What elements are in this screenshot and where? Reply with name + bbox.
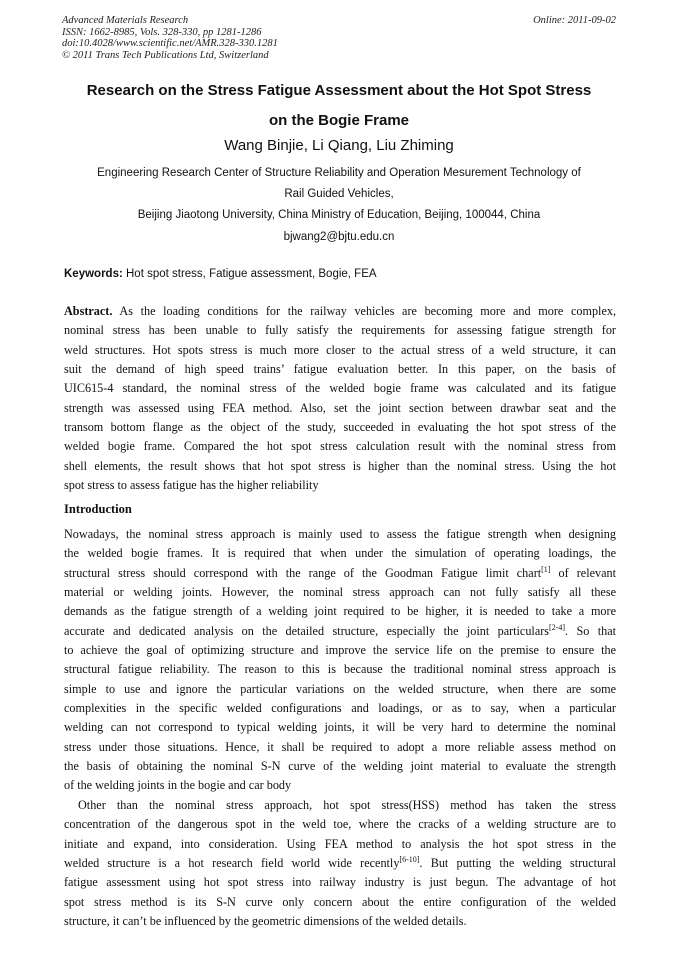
introduction-body [64,525,616,931]
keywords-label: Keywords: [64,268,123,280]
issn-line: ISSN: 1662-8985, Vols. 328-330, pp 1281-1286 [62,26,262,38]
keywords-text: Hot spot stress, Fatigue assessment, Bogie, FEA [122,268,377,280]
intro-p2-line: fatigue assessment using hot spot stress into railway industry is just begun. The advantage of hot [64,875,616,890]
journal-header [62,15,616,61]
citation: [2-4] [549,622,566,632]
intro-p1-line: to achieve the goal of optimizing structure and improve the service life on the premise to ensure the [64,643,616,658]
abstract-line: weld structures. Hot spots stress is much more closer to the actual stress of a weld structure, it can [64,342,616,357]
abstract-line: strength was assessed using FEA method. Also, set the joint section between drawbar seat and the [64,400,616,415]
abstract-line: Abstract. As the loading conditions for the railway vehicles are becoming more and more complex, [64,304,616,318]
affiliation-line-3: Beijing Jiaotong University, China Ministry of Education, Beijing, 100044, China [137,209,541,221]
author-list: Wang Binjie, Li Qiang, Liu Zhiming [224,137,454,154]
doi-line: doi:10.4028/www.scientific.net/AMR.328-330.1281 [62,38,278,50]
citation: [6-10] [399,854,420,864]
intro-p1-line: the basis of obtaining the nominal S-N curve of the welding joint material to evaluate the strength [64,759,616,774]
abstract-line: spot stress to assess fatigue has the higher reliability [64,478,319,493]
text-run: welded structure is a hot research field world wide recently [64,855,400,870]
abstract-line: suit the demand of high speed trains’ fatigue evaluation better. In this paper, on the basis of [64,362,616,377]
paper-title-line-2: on the Bogie Frame [268,112,410,129]
intro-p1-line [64,564,616,583]
affiliation-line-2: Rail Guided Vehicles, [284,188,394,200]
journal-name: Advanced Materials Research [62,15,189,26]
intro-p2-line: structure, it can’t be influenced by the geometric dimensions of the welded details. [64,913,467,928]
citation: [1] [541,564,551,574]
intro-p1-line: the welded bogie frames. It is required that when under the simulation of operating loadings, the [64,546,616,561]
intro-p1-line: of the welding joints in the bogie and car body [64,778,292,793]
abstract-line: welded bogie frame. Compared the hot spot stress calculation result with the nominal stress from [64,439,616,454]
online-date: Online: 2011-09-02 [533,15,616,26]
intro-p1-line: demands as the fatigue strength of a welding joint required to be higher, it is needed to take a more [64,604,616,619]
intro-p1-line: material or welding joints. However, the nominal stress approach can not fully satisfy all these [64,585,616,600]
abstract-line: UIC615-4 standard, the nominal stress of the welded bogie frame was calculated and its fatigue [64,381,616,396]
text-run: . So that [565,623,616,638]
intro-p1-line: simple to use and ignore the particular variations on the welded structure, when there are some [64,681,616,696]
abstract [64,302,616,495]
text-run: accurate and dedicated analysis on the detailed structure, especially the joint particulars [64,623,550,638]
intro-p2-line: concentration of the dangerous spot in the weld toe, where the cracks of a welding structure are to [64,817,616,832]
affiliation-line-1: Engineering Research Center of Structure Reliability and Operation Mesurement Technology of [97,167,581,179]
intro-p1-line: stress under those situations. Hence, it shall be required to adopt a more reliable assess method on [64,739,616,754]
intro-p1-line: Nowadays, the nominal stress approach is mainly used to assess the fatigue strength when designing [64,527,616,541]
intro-p1-line: welding can not correspond to typical welding joints, it will be very hard to determine the nominal [64,720,616,735]
text-run: of relevant [550,565,616,580]
abstract-label: Abstract. [64,304,113,318]
intro-p1-line: complexities in the specific welded configurations and loadings, or as to say, when a particular [64,701,616,716]
text-run: . But putting the welding structural [419,855,616,870]
intro-p1-line: structural fatigue reliability. The reason to this is because the traditional nominal stress approach is [64,662,616,677]
intro-p2-line: spot stress method is its S-N curve only concern about the entire configuration of the welded [64,894,616,909]
keywords [64,266,616,282]
abstract-line: shell elements, the result shows that hot spot stress is higher than the nominal stress. Using the hot [64,458,616,473]
intro-p2-line [64,854,616,873]
introduction-heading: Introduction [64,502,132,516]
abstract-line: transom bottom flange as the object of the study, succeeded in evaluating the hot spot stress of the [64,420,616,435]
intro-p1-line [64,622,616,641]
text-run: structural stress should correspond with the range of the Goodman Fatigue limit chart [64,565,542,580]
intro-p2-line: initiate and expand, into consideration. Using FEA method to analysis the hot spot stress in the [64,836,616,851]
paper-title-line-1: Research on the Stress Fatigue Assessment about the Hot Spot Stress [86,82,592,99]
intro-p2-line: Other than the nominal stress approach, hot spot stress(HSS) method has taken the stress [78,797,616,812]
author-email: bjwang2@bjtu.edu.cn [283,231,395,243]
abstract-line: nominal stress has been unable to fully satisfy the requirements for assessing fatigue strength for [64,323,616,338]
copyright-line: © 2011 Trans Tech Publications Ltd, Switzerland [62,49,269,61]
